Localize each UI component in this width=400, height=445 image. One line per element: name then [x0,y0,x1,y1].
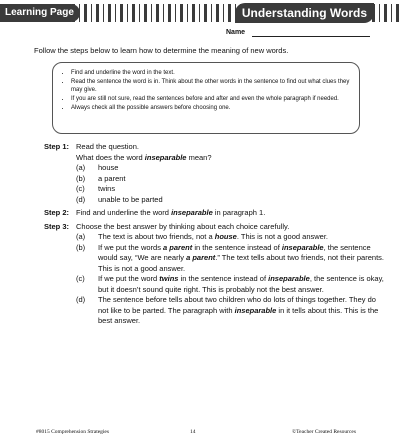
step-1 [44,142,384,205]
tip-item: • Always check all the possible answers before choosing one. [71,104,351,112]
page-number: 14 [190,429,196,435]
step-2 [44,208,384,219]
page-header [0,0,400,30]
answer-option: (c) twins [76,184,116,193]
footer-book-title: #8015 Comprehension Strategies [36,429,110,435]
step-label: Step 1: [44,142,70,151]
step-3 [44,222,384,327]
step-instruction: Read the question. [76,142,139,151]
answer-option: (a) house [76,163,119,172]
step-instruction: Find and underline the word inseparable in paragraph 1. [76,208,266,217]
name-label: Name [226,29,246,36]
tips-box [52,62,360,134]
tip-item: • Read the sentence the word is in. Think about the other words in the sentence to find out what clues they may give. [71,78,351,94]
answer-explanation: (a) The text is about two friends, not a house. This is not a good answer. [76,232,328,241]
question-text: What does the word inseparable mean? [76,152,212,162]
tips-list [63,69,351,112]
answer-option: (d) unable to be parted [76,194,163,204]
step-label: Step 3: [44,221,70,231]
key-word: inseparable [144,152,187,162]
footer-publisher: ©Teacher Created Resources [292,429,356,435]
tip-item: • Find and underline the word in the text. [71,69,351,77]
step-instruction: Choose the best answer by thinking about each choice carefully. [76,221,290,231]
name-field-line [252,36,370,37]
tip-item: • If you are still not sure, read the sentences before and after and even the whole paragraph if needed. [71,95,351,103]
key-word: inseparable [171,208,213,217]
answer-option: (b) a parent [76,173,126,183]
answer-explanation: (b) If we put the words a parent in the sentence instead of inseparable, the sentence would say, “We are nearly a parent.” The text tells about two friends, not their parents. This is not a good answer. [76,242,384,273]
step-label: Step 2: [44,208,70,217]
intro-text: Follow the steps below to learn how to determine the meaning of new words. [34,46,289,55]
answer-explanation: (c) If we put the word twins in the sentence instead of inseparable, the sentence is okay, but it doesn’t sound quite right. This is probably not the best answer. [76,274,384,294]
steps-section [44,142,384,330]
page-title: Understanding Words [235,3,374,23]
answer-explanation: (d) The sentence before tells about two children who do lots of things together. They do not like to be parted. The paragraph with inseparable in it tells about this. This is the best answer. [76,295,379,325]
learning-page-tab: Learning Page [0,4,80,22]
